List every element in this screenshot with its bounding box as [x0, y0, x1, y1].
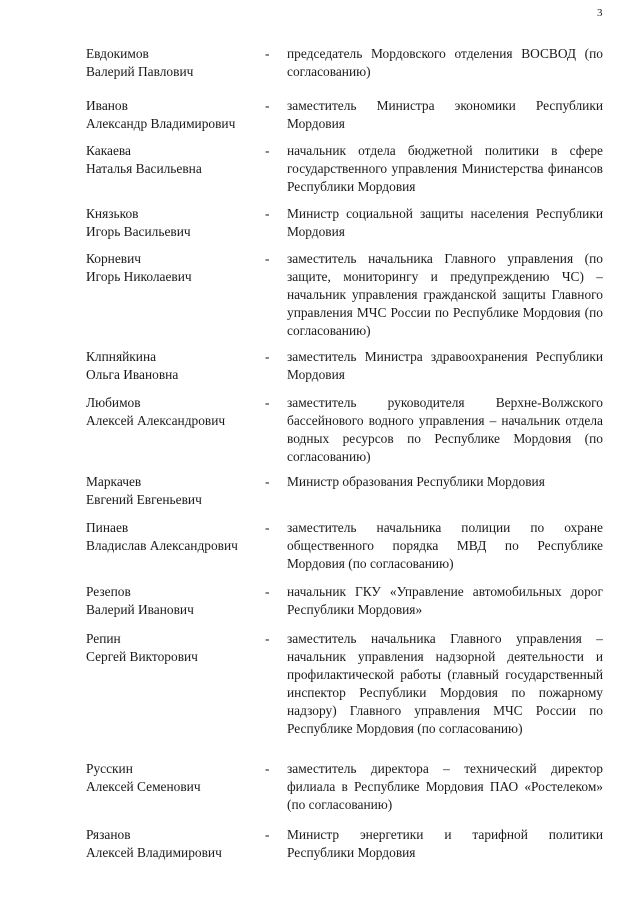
member-surname: Евдокимов	[86, 46, 149, 61]
dash-separator: -	[265, 46, 270, 61]
member-name	[86, 205, 261, 241]
member-surname: Русскин	[86, 761, 133, 776]
member-name	[86, 519, 261, 555]
member-given-name: Алексей Семенович	[86, 779, 201, 794]
member-given-name: Алексей Александрович	[86, 413, 226, 428]
dash-separator: -	[265, 206, 270, 221]
member-role: Министр образования Республики Мордовия	[287, 474, 545, 489]
dash-separator: -	[265, 761, 270, 776]
member-name	[86, 142, 261, 178]
member-surname: Репин	[86, 631, 121, 646]
member-role: заместитель начальника Главного управления – начальник управления надзорной деятельности и профилактической работы (главный государственный инспектор Республики Мордовия по пожарному надзору) Главного управления МЧС России по Республике Мордовия (по согласованию)	[287, 631, 603, 736]
member-surname: Князьков	[86, 206, 139, 221]
member-surname: Клпняйкина	[86, 349, 157, 364]
member-role: председатель Мордовского отделения ВОСВОД (по согласованию)	[287, 46, 603, 79]
member-surname: Резепов	[86, 584, 131, 599]
dash-separator: -	[265, 98, 270, 113]
member-name	[86, 45, 261, 81]
member-name	[86, 826, 261, 862]
member-role: заместитель начальника полиции по охране общественного порядка МВД по Республике Мордовия (по согласованию)	[287, 520, 603, 571]
dash-separator: -	[265, 827, 270, 842]
member-given-name: Валерий Иванович	[86, 602, 194, 617]
member-role: заместитель руководителя Верхне-Волжского бассейнового водного управления – начальник отдела водных ресурсов по Республике Мордовия (по согласованию)	[287, 395, 603, 464]
member-name	[86, 348, 261, 384]
member-given-name: Владислав Александрович	[86, 538, 238, 553]
member-role: начальник ГКУ «Управление автомобильных дорог Республики Мордовия»	[287, 584, 603, 617]
member-name	[86, 760, 261, 796]
member-name	[86, 630, 261, 666]
member-given-name: Ольга Ивановна	[86, 367, 179, 382]
dash-separator: -	[265, 251, 270, 266]
member-role: заместитель начальника Главного управления (по защите, мониторингу и предупреждению ЧС) – начальник управления гражданской защиты Главного управления МЧС России по Республике Мордовия (по согласованию)	[287, 251, 603, 338]
member-given-name: Наталья Васильевна	[86, 161, 202, 176]
member-role: заместитель директора – технический директор филиала в Республике Мордовия ПАО «Ростелеком» (по согласованию)	[287, 761, 603, 812]
member-name	[86, 583, 261, 619]
member-surname: Какаева	[86, 143, 131, 158]
member-surname: Иванов	[86, 98, 128, 113]
member-name	[86, 473, 261, 509]
member-given-name: Валерий Павлович	[86, 64, 194, 79]
member-surname: Рязанов	[86, 827, 131, 842]
member-surname: Пинаев	[86, 520, 129, 535]
member-given-name: Евгений Евгеньевич	[86, 492, 202, 507]
dash-separator: -	[265, 474, 270, 489]
member-name	[86, 97, 261, 133]
member-role: заместитель Министра здравоохранения Республики Мордовия	[287, 349, 603, 382]
member-given-name: Сергей Викторович	[86, 649, 198, 664]
member-surname: Корневич	[86, 251, 141, 266]
member-name	[86, 250, 261, 286]
dash-separator: -	[265, 584, 270, 599]
member-given-name: Александр Владимирович	[86, 116, 236, 131]
dash-separator: -	[265, 631, 270, 646]
member-role: начальник отдела бюджетной политики в сфере государственного управления Министерства финансов Республики Мордовия	[287, 143, 603, 194]
member-given-name: Игорь Васильевич	[86, 224, 191, 239]
member-surname: Маркачев	[86, 474, 142, 489]
dash-separator: -	[265, 349, 270, 364]
member-given-name: Игорь Николаевич	[86, 269, 192, 284]
page-number: 3	[597, 7, 603, 19]
member-role: Министр энергетики и тарифной политики Республики Мордовия	[287, 827, 603, 860]
member-role: заместитель Министра экономики Республики Мордовия	[287, 98, 603, 131]
dash-separator: -	[265, 520, 270, 535]
member-name	[86, 394, 261, 430]
dash-separator: -	[265, 395, 270, 410]
member-given-name: Алексей Владимирович	[86, 845, 222, 860]
member-surname: Любимов	[86, 395, 141, 410]
member-role: Министр социальной защиты населения Республики Мордовия	[287, 206, 603, 239]
dash-separator: -	[265, 143, 270, 158]
